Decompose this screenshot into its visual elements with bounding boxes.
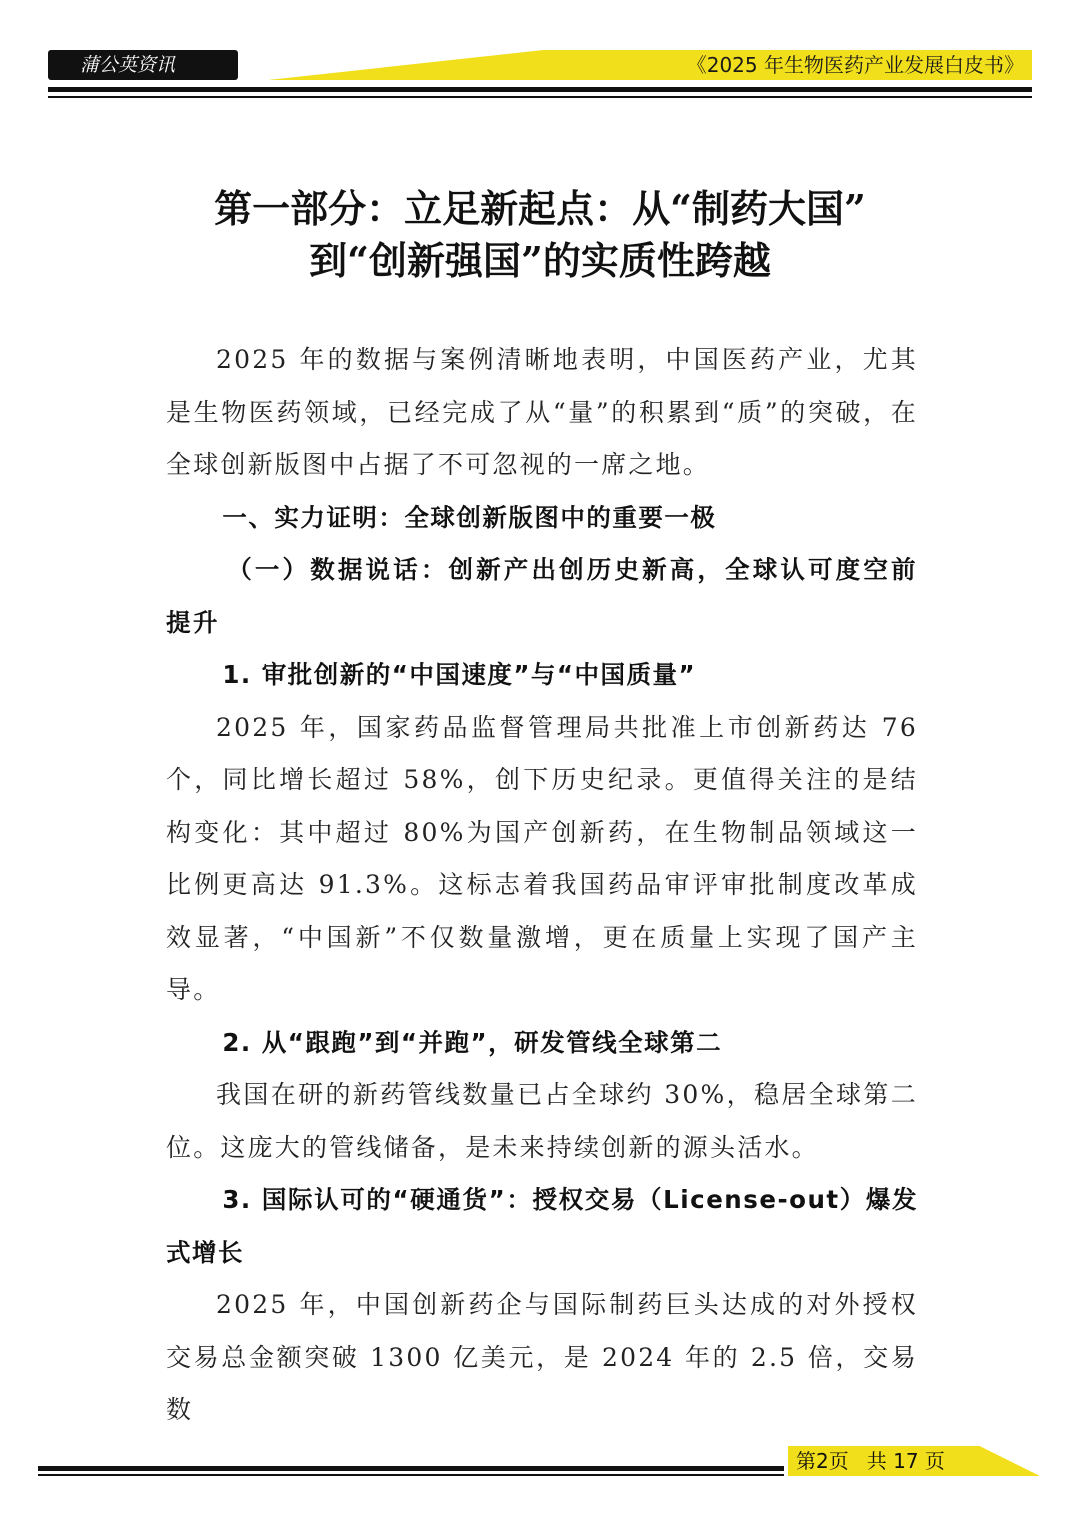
page-indicator [796, 1446, 945, 1476]
brand-badge [48, 50, 238, 80]
body-content [166, 334, 918, 1437]
page-title-line-1: 第一部分：立足新起点：从“制药大国” [214, 186, 866, 231]
section-heading: 一、实力证明：全球创新版图中的重要一极 [222, 502, 717, 532]
point-1-heading: 1. 审批创新的“中国速度”与“中国质量” [222, 660, 697, 689]
point-3-paragraph: 2025 年，中国创新药企与国际制药巨头达成的对外授权交易总金额突破 1300 亿美元，是 2024 年的 2.5 倍，交易数 [166, 1290, 918, 1424]
header-rule-thick [48, 87, 1032, 92]
intro-paragraph: 2025 年的数据与案例清晰地表明，中国医药产业，尤其是生物医药领域，已经完成了从“量”的积累到“质”的突破，在全球创新版图中占据了不可忽视的一席之地。 [166, 345, 918, 479]
total-pages: 共 17 页 [866, 1449, 945, 1473]
point-2-heading: 2. 从“跟跑”到“并跑”，研发管线全球第二 [222, 1027, 723, 1057]
page-title-line-2: 到“创新强国”的实质性跨越 [309, 238, 771, 283]
document-title: 《2025 年生物医药产业发展白皮书》 [686, 53, 1024, 77]
footer-rule-thin [38, 1474, 784, 1476]
header-rule-thin [48, 96, 1032, 98]
point-3-heading: 3. 国际认可的“硬通货”：授权交易（License-out）爆发式增长 [166, 1185, 918, 1267]
footer-rule-thick [38, 1466, 784, 1471]
current-page: 第2页 [796, 1449, 849, 1473]
point-2-paragraph: 我国在研的新药管线数量已占全球约 30%，稳居全球第二位。这庞大的管线储备，是未来持续创新的源头活水。 [166, 1080, 918, 1162]
subsection-heading: （一）数据说话：创新产出创历史新高，全球认可度空前提升 [166, 555, 918, 637]
brand-label: 蒲公英资讯 [80, 54, 176, 76]
point-1-paragraph: 2025 年，国家药品监督管理局共批准上市创新药达 76 个，同比增长超过 58%，创下历史纪录。更值得关注的是结构变化：其中超过 80%为国产创新药，在生物制品领域这一比例更高达 91.3%。这标志着我国药品审评审批制度改革成效显著，“中国新”不仅数量激增，更在质量上实现了国产主导。 [166, 712, 918, 1004]
